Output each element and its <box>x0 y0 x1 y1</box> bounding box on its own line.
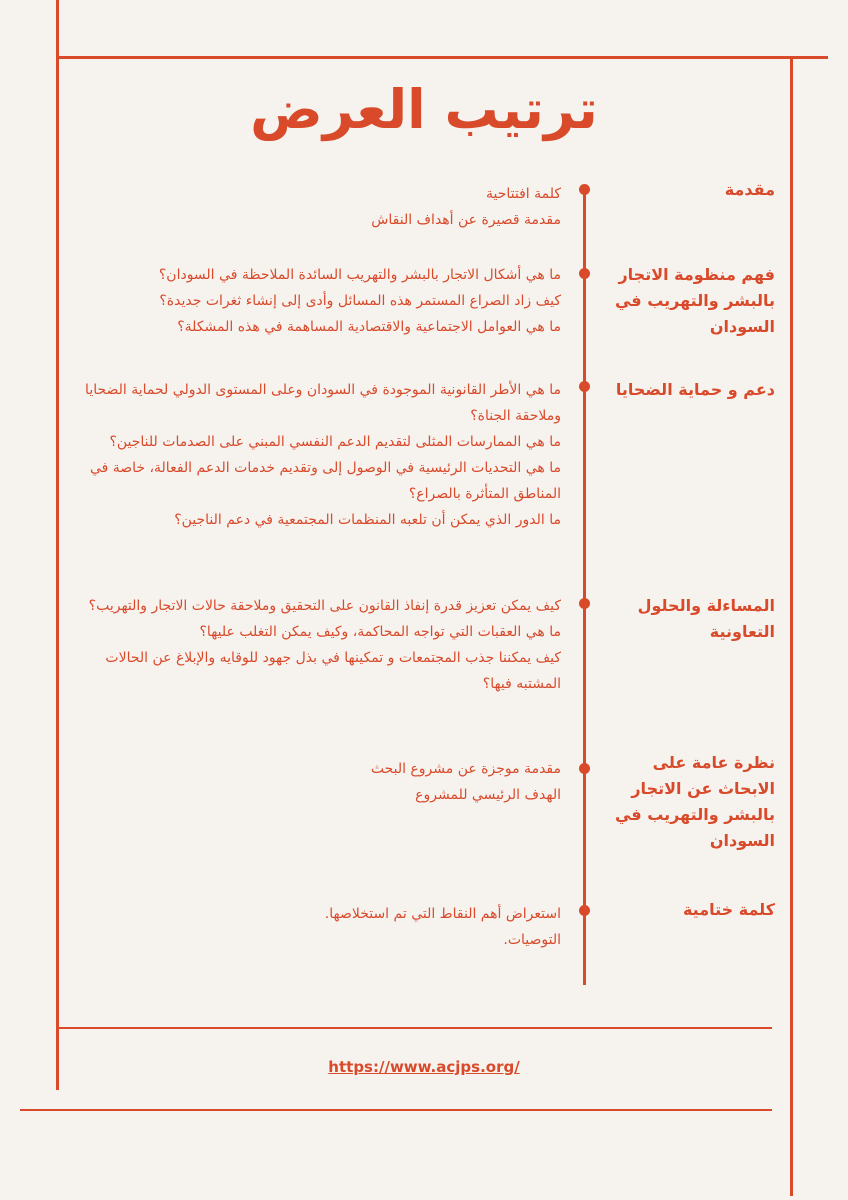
body-line: كيف زاد الصراع المستمر هذه المسائل وأدى إلى إنشاء ثغرات جديدة؟ <box>159 293 561 309</box>
body-line: الهدف الرئيسي للمشروع <box>415 787 561 803</box>
body-line: ما هي الأطر القانونية الموجودة في السودان وعلى المستوى الدولي لحماية الضحايا وملاحقة الجناة؟ <box>85 382 561 424</box>
body-line: ما هي التحديات الرئيسية في الوصول إلى وتقديم خدمات الدعم الفعالة، خاصة في المناطق المتأثرة بالصراع؟ <box>89 460 561 502</box>
body-line: ما هي الممارسات المثلى لتقديم الدعم النفسي المبني على الصدمات للناجين؟ <box>109 434 561 450</box>
body-line: ما هي العقبات التي تواجه المحاكمة، وكيف يمكن التغلب عليها؟ <box>199 624 561 640</box>
body-line: ما الدور الذي يمكن أن تلعبه المنظمات المجتمعية في دعم الناجين؟ <box>174 512 561 528</box>
section-heading-closing: كلمة ختامية <box>682 900 775 919</box>
section-body-closing <box>71 901 561 953</box>
body-line: مقدمة موجزة عن مشروع البحث <box>370 761 561 777</box>
frame-top-line <box>56 56 828 59</box>
frame-right-line <box>790 56 793 1196</box>
page-title: ترتيب العرض <box>250 78 598 141</box>
body-line: استعراض أهم النقاط التي تم استخلاصها. <box>324 906 561 922</box>
section-heading-understanding: فهم منظومة الاتجار بالبشر والتهريب في السودان <box>614 265 775 336</box>
frame-left-line <box>56 0 59 1090</box>
body-line: كيف يمكن تعزيز قدرة إنفاذ القانون على التحقيق وملاحقة حالات الاتجار والتهريب؟ <box>88 598 561 614</box>
section-body-victims <box>71 377 561 533</box>
section-body-intro <box>71 181 561 233</box>
body-line: مقدمة قصيرة عن أهداف النقاش <box>371 212 561 228</box>
frame-mid-line <box>56 1027 772 1029</box>
frame-bottom-line <box>20 1109 772 1111</box>
body-line: التوصيات. <box>503 932 561 948</box>
section-body-accountability <box>71 593 561 697</box>
website-link[interactable]: https://www.acjps.org/ <box>328 1058 520 1076</box>
section-heading-victims: دعم و حماية الضحايا <box>615 380 775 399</box>
section-heading-intro: مقدمة <box>724 180 775 199</box>
section-heading-accountability: المساءلة والحلول التعاونية <box>637 596 775 641</box>
body-line: كلمة افتتاحية <box>485 186 561 202</box>
body-line: ما هي العوامل الاجتماعية والاقتصادية المساهمة في هذه المشكلة؟ <box>177 319 561 335</box>
timeline-dot <box>579 763 590 774</box>
section-body-research <box>71 756 561 808</box>
section-heading-research: نظرة عامة على الابحاث عن الاتجار بالبشر والتهريب في السودان <box>614 753 775 850</box>
body-line: ما هي أشكال الاتجار بالبشر والتهريب السائدة الملاحظة في السودان؟ <box>158 267 561 283</box>
body-line: كيف يمكننا جذب المجتمعات و تمكينها في بذل جهود للوقايه والإبلاغ عن الحالات المشتبه فيها؟ <box>105 650 561 692</box>
section-body-understanding <box>71 262 561 340</box>
